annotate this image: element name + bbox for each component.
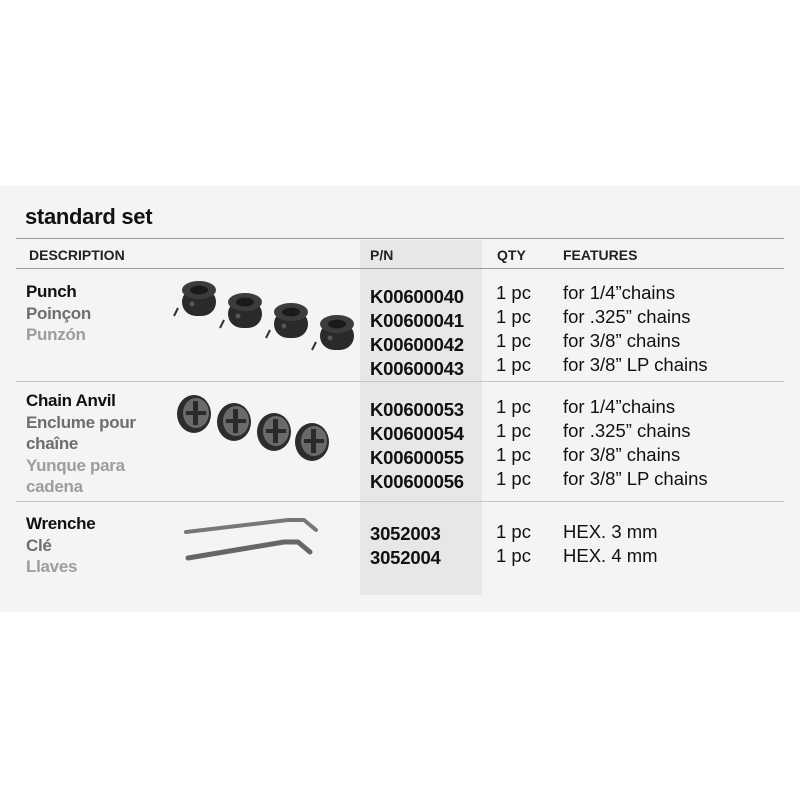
name-spanish: Llaves (26, 557, 78, 576)
name-english: Punch (26, 282, 77, 301)
header-description: DESCRIPTION (29, 247, 125, 263)
row-divider (16, 501, 784, 502)
row-quantities (496, 395, 531, 491)
quantity: 1 pc (496, 444, 531, 465)
part-number: K00600054 (370, 423, 464, 444)
feature: for 1/4”chains (563, 396, 676, 417)
feature: for 3/8” LP chains (563, 468, 708, 489)
name-english: Wrenche (26, 514, 96, 533)
feature: for .325” chains (563, 420, 691, 441)
section-title: standard set (25, 204, 153, 229)
hex-wrench-icon (180, 512, 330, 568)
table-top-divider (16, 238, 784, 239)
quantity: 1 pc (496, 396, 531, 417)
row-description (26, 281, 91, 346)
quantity: 1 pc (496, 545, 531, 566)
quantity: 1 pc (496, 420, 531, 441)
row-part-numbers (370, 398, 464, 494)
name-spanish: Punzón (26, 325, 86, 344)
quantity: 1 pc (496, 354, 531, 375)
name-french: Poinçon (26, 303, 91, 323)
header-pn: P/N (370, 247, 394, 263)
part-number: 3052003 (370, 523, 441, 544)
row-description (26, 513, 95, 578)
name-spanish: Yunque para (26, 455, 125, 475)
feature: for .325” chains (563, 306, 691, 327)
feature: for 1/4”chains (563, 282, 676, 303)
row-part-numbers (370, 285, 464, 381)
punch-set-icon (170, 278, 360, 358)
feature: HEX. 4 mm (563, 545, 658, 566)
feature: HEX. 3 mm (563, 521, 658, 542)
part-number: K00600053 (370, 399, 464, 420)
name-english: Chain Anvil (26, 391, 116, 410)
feature: for 3/8” chains (563, 330, 681, 351)
name-french: chaîne (26, 434, 79, 453)
row-quantities (496, 281, 531, 377)
quantity: 1 pc (496, 306, 531, 327)
name-spanish: cadena (26, 477, 83, 496)
part-number: K00600043 (370, 358, 464, 379)
row-quantities (496, 520, 531, 568)
quantity: 1 pc (496, 521, 531, 542)
name-french: Enclume pour (26, 412, 136, 432)
quantity: 1 pc (496, 468, 531, 489)
part-number: K00600042 (370, 334, 464, 355)
row-divider (16, 381, 784, 382)
part-number: K00600041 (370, 310, 464, 331)
name-french: Clé (26, 535, 52, 555)
feature: for 3/8” chains (563, 444, 681, 465)
chain-anvil-set-icon (172, 392, 357, 467)
part-number: K00600056 (370, 471, 464, 492)
header-qty: QTY (497, 247, 526, 263)
quantity: 1 pc (496, 282, 531, 303)
row-features (563, 281, 708, 377)
part-number: K00600040 (370, 286, 464, 307)
row-part-numbers (370, 522, 441, 570)
feature: for 3/8” LP chains (563, 354, 708, 375)
row-description (26, 390, 136, 498)
part-number: K00600055 (370, 447, 464, 468)
header-features: FEATURES (563, 247, 638, 263)
quantity: 1 pc (496, 330, 531, 351)
part-number: 3052004 (370, 547, 441, 568)
header-divider (16, 268, 784, 269)
row-features (563, 520, 658, 568)
row-features (563, 395, 708, 491)
